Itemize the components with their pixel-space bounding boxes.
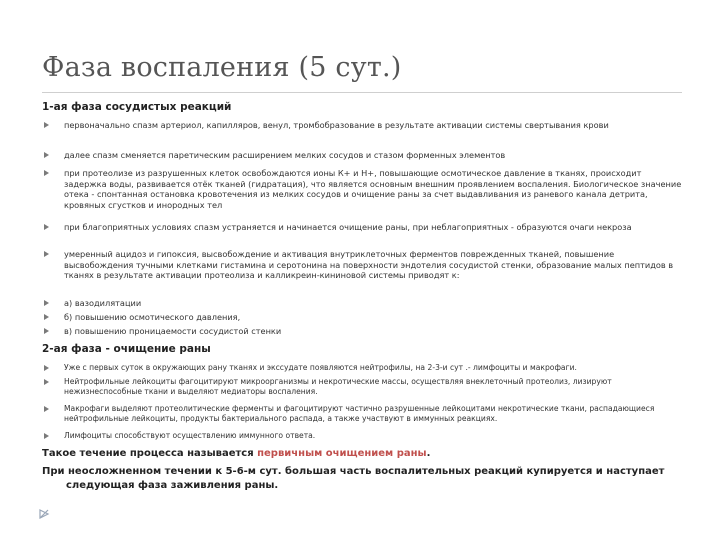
list-item: в) повышению проницаемости сосудистой стенки xyxy=(64,326,684,337)
list-item: а) вазодилятации xyxy=(64,298,684,309)
slide-nav-icon[interactable] xyxy=(38,508,50,520)
section1-heading: 1-ая фаза сосудистых реакций xyxy=(42,101,232,113)
section2-heading: 2-ая фаза - очищение раны xyxy=(42,343,211,355)
list-item: первоначально спазм артериол, капилляров, венул, тромбобразование в результате активации системы свертывания крови xyxy=(64,120,684,131)
conclusion-next-phase: При неосложненном течении к 5-6-м сут. большая часть воспалительных реакций купируется и наступает следующая фаза заживления раны. xyxy=(42,466,665,491)
list-item: б) повышению осмотического давления, xyxy=(64,312,684,323)
list-item: при протеолизе из разрушенных клеток освобождаются ионы К+ и Н+, повышающие осмотическое давление в тканях, происходит задержка воды, развивается отёк тканей (гидратация), что является основным внешним проявлением воспаления. Биологическое значение отека - спонтанная остановка кровотечения из мелких сосудов и очищение раны за счет выдавливания из раневого канала детрита, кровяных сгустков и инородных тел xyxy=(64,168,684,210)
list-item: Макрофаги выделяют протеолитические ферменты и фагоцитируют частично разрушенные лейкоцитами некротические ткани, распадающиеся нейтрофильные лейкоциты, продукты бактериального распада, а также участвуют в иммунных реакциях. xyxy=(64,404,684,424)
conclusion-text: Такое течение процесса называется xyxy=(42,448,258,459)
title-divider xyxy=(42,92,682,93)
conclusion-primary-cleaning xyxy=(42,447,662,461)
list-item: умеренный ацидоз и гипоксия, высвобождение и активация внутриклеточных ферментов поврежденных тканей, повышение высвобождения тучными клетками гистамина и серотонина на поверхности эндотелия сосудистой стенки, образование малых пептидов в тканях в результате активации протеолиза и калликреин-кининовой системы приводят к: xyxy=(64,249,684,281)
conclusion-period: . xyxy=(426,448,431,459)
list-item: при благоприятных условиях спазм устраняется и начинается очищение раны, при неблагоприятных - образуются очаги некроза xyxy=(64,222,684,233)
list-item: Нейтрофильные лейкоциты фагоцитируют микроорганизмы и некротические массы, осуществляя внеклеточный протеолиз, лизируют нежизнеспособные ткани и выделяют медиаторы воспаления. xyxy=(64,377,684,397)
slide-title: Фаза воспаления (5 сут.) xyxy=(42,52,402,83)
list-item: далее спазм сменяется паретическим расширением мелких сосудов и стазом форменных элементов xyxy=(64,150,684,161)
list-item: Уже с первых суток в окружающих рану тканях и экссудате появляются нейтрофилы, на 2-3-и сут .- лимфоциты и макрофаги. xyxy=(64,363,684,373)
list-item: Лимфоциты способствуют осуществлению иммунного ответа. xyxy=(64,431,684,441)
conclusion-accent-term: первичным очищением раны xyxy=(257,448,427,459)
